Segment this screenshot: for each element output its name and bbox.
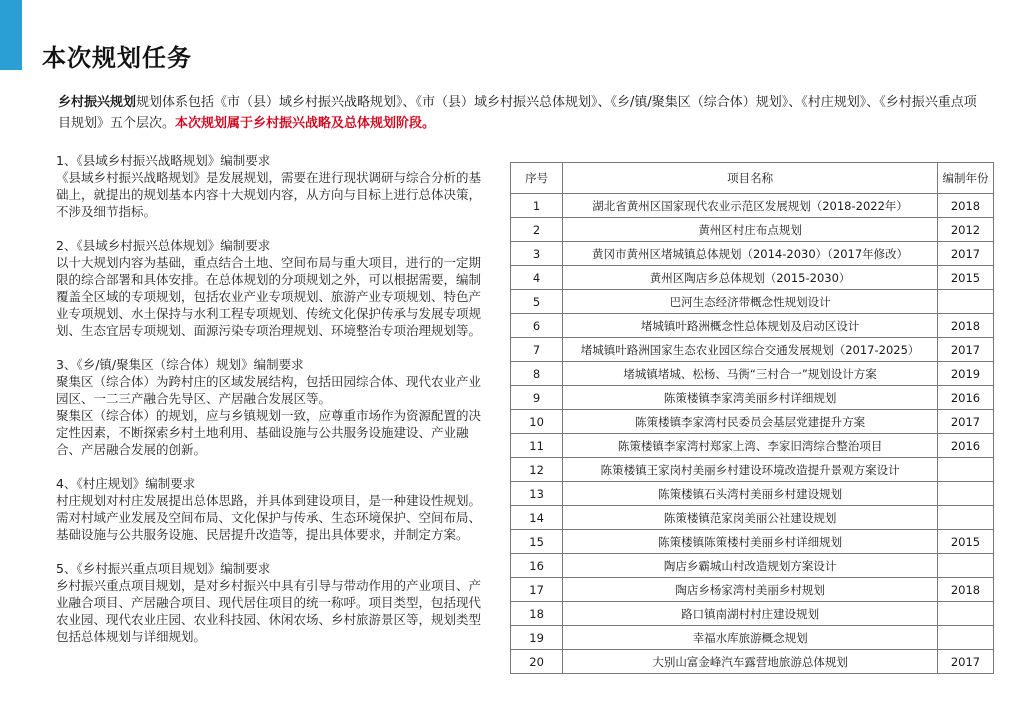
row-year: 2017 xyxy=(937,338,993,362)
row-number: 5 xyxy=(511,290,563,314)
section-paragraph: 聚集区（综合体）为跨村庄的区域发展结构，包括田园综合体、现代农业产业园区、一二三产融合先导区、产居融合发展区等。 xyxy=(56,374,482,406)
row-project-name: 路口镇南湖村村庄建设规划 xyxy=(563,602,938,626)
row-project-name: 巴河生态经济带概念性规划设计 xyxy=(563,290,938,314)
row-number: 4 xyxy=(511,266,563,290)
table-row xyxy=(511,266,994,290)
row-number: 18 xyxy=(511,602,563,626)
page-title: 本次规划任务 xyxy=(42,44,192,72)
row-year: 2016 xyxy=(937,386,993,410)
table-row xyxy=(511,506,994,530)
row-project-name: 陈策楼镇石头湾村美丽乡村建设规划 xyxy=(563,482,938,506)
row-year: 2018 xyxy=(937,578,993,602)
row-year xyxy=(937,554,993,578)
requirement-section xyxy=(56,560,484,645)
table-row xyxy=(511,290,994,314)
row-number: 2 xyxy=(511,218,563,242)
section-paragraph: 村庄规划对村庄发展提出总体思路，并具体到建设项目，是一种建设性规划。需对村域产业发展及空间布局、文化保护与传承、生态环境保护、空间布局、基础设施与公共服务设施、民居提升改造等，提出具体要求，并制定方案。 xyxy=(56,493,482,542)
intro-body: 规划体系包括《市（县）域乡村振兴战略规划》、《市（县）域乡村振兴总体规划》、《乡/镇/聚集区（综合体）规划》、《村庄规划》、《乡村振兴重点项目规划》五个层次。 xyxy=(58,95,977,131)
row-year: 2017 xyxy=(937,410,993,434)
row-year: 2017 xyxy=(937,242,993,266)
table-row xyxy=(511,530,994,554)
table-row xyxy=(511,578,994,602)
row-number: 1 xyxy=(511,194,563,218)
requirement-section xyxy=(56,152,484,220)
table-row xyxy=(511,362,994,386)
table-row xyxy=(511,554,994,578)
row-year xyxy=(937,458,993,482)
row-number: 17 xyxy=(511,578,563,602)
requirement-section xyxy=(56,356,484,458)
requirement-section xyxy=(56,237,484,339)
intro-paragraph xyxy=(58,92,988,134)
row-year: 2015 xyxy=(937,530,993,554)
title-accent-bar xyxy=(0,0,22,70)
row-number: 10 xyxy=(511,410,563,434)
section-paragraph: 以十大规划内容为基础，重点结合土地、空间布局与重大项目，进行的一定期限的综合部署和具体安排。在总体规划的分项规划之外，可以根据需要，编制覆盖全区域的专项规划，包括农业产业专项规划、旅游产业专项规划、特色产业专项规划、水土保持与水利工程专项规划、传统文化保护传承与发展专项规划、生态宜居专项规划、面源污染专项治理规划、环境整治专项治理规划等。 xyxy=(56,255,482,338)
row-year xyxy=(937,626,993,650)
section-heading: 4、《村庄规划》编制要求 xyxy=(56,476,196,491)
table-row xyxy=(511,650,994,674)
row-number: 13 xyxy=(511,482,563,506)
row-project-name: 陈策楼镇李家湾村民委员会基层党建提升方案 xyxy=(563,410,938,434)
row-year xyxy=(937,506,993,530)
requirement-section xyxy=(56,475,484,543)
row-number: 20 xyxy=(511,650,563,674)
row-project-name: 大别山富金峰汽车露营地旅游总体规划 xyxy=(563,650,938,674)
row-number: 19 xyxy=(511,626,563,650)
row-year: 2012 xyxy=(937,218,993,242)
row-project-name: 陈策楼镇陈策楼村美丽乡村详细规划 xyxy=(563,530,938,554)
row-number: 11 xyxy=(511,434,563,458)
row-number: 8 xyxy=(511,362,563,386)
row-project-name: 堵城镇叶路洲概念性总体规划及启动区设计 xyxy=(563,314,938,338)
intro-lead: 乡村振兴规划 xyxy=(58,95,137,110)
row-project-name: 陈策楼镇李家湾村郑家上湾、李家旧湾综合整治项目 xyxy=(563,434,938,458)
row-year xyxy=(937,482,993,506)
row-number: 6 xyxy=(511,314,563,338)
row-year: 2015 xyxy=(937,266,993,290)
row-number: 16 xyxy=(511,554,563,578)
table-row xyxy=(511,410,994,434)
table-row xyxy=(511,482,994,506)
table-row xyxy=(511,602,994,626)
row-project-name: 堵城镇叶路洲国家生态农业园区综合交通发展规划（2017-2025） xyxy=(563,338,938,362)
section-heading: 2、《县域乡村振兴总体规划》编制要求 xyxy=(56,238,271,253)
section-paragraph: 聚集区（综合体）的规划，应与乡镇规划一致，应尊重市场作为资源配置的决定性因素，不断探索乡村土地利用、基础设施与公共服务设施建设、产业融合、产居融合发展的创新。 xyxy=(56,408,482,457)
row-number: 14 xyxy=(511,506,563,530)
section-heading: 1、《县域乡村振兴战略规划》编制要求 xyxy=(56,153,271,168)
row-project-name: 幸福水库旅游概念规划 xyxy=(563,626,938,650)
row-project-name: 黄州区村庄布点规划 xyxy=(563,218,938,242)
table-row xyxy=(511,386,994,410)
header-project-name: 项目名称 xyxy=(563,163,938,194)
table-row xyxy=(511,218,994,242)
table-row xyxy=(511,338,994,362)
table-row xyxy=(511,314,994,338)
section-heading: 5、《乡村振兴重点项目规划》编制要求 xyxy=(56,561,271,576)
row-project-name: 湖北省黄州区国家现代农业示范区发展规划（2018-2022年） xyxy=(563,194,938,218)
section-heading: 3、《乡/镇/聚集区（综合体）规划》编制要求 xyxy=(56,357,304,372)
row-year: 2018 xyxy=(937,314,993,338)
row-number: 12 xyxy=(511,458,563,482)
section-paragraph: 乡村振兴重点项目规划，是对乡村振兴中具有引导与带动作用的产业项目、产业融合项目、产居融合项目、现代居住项目的统一称呼。项目类型，包括现代农业园、现代农业庄园、农业科技园、休闲农场、乡村旅游景区等，规划类型包括总体规划与详细规划。 xyxy=(56,578,482,644)
row-number: 7 xyxy=(511,338,563,362)
table-row xyxy=(511,434,994,458)
row-year: 2019 xyxy=(937,362,993,386)
row-project-name: 黄冈市黄州区堵城镇总体规划（2014-2030）（2017年修改） xyxy=(563,242,938,266)
requirements-column xyxy=(56,152,484,662)
row-year: 2018 xyxy=(937,194,993,218)
header-number: 序号 xyxy=(511,163,563,194)
row-project-name: 陶店乡杨家湾村美丽乡村规划 xyxy=(563,578,938,602)
row-project-name: 黄州区陶店乡总体规划（2015-2030） xyxy=(563,266,938,290)
row-number: 15 xyxy=(511,530,563,554)
row-year xyxy=(937,290,993,314)
table-row xyxy=(511,626,994,650)
row-year: 2016 xyxy=(937,434,993,458)
table-row xyxy=(511,194,994,218)
row-number: 9 xyxy=(511,386,563,410)
row-project-name: 陈策楼镇范家岗美丽公社建设规划 xyxy=(563,506,938,530)
row-project-name: 堵城镇堵城、松杨、马衖“三村合一”规划设计方案 xyxy=(563,362,938,386)
row-project-name: 陈策楼镇李家湾美丽乡村详细规划 xyxy=(563,386,938,410)
row-year: 2017 xyxy=(937,650,993,674)
intro-highlight: 本次规划属于乡村振兴战略及总体规划阶段。 xyxy=(175,116,436,131)
section-paragraph: 《县域乡村振兴战略规划》是发展规划，需要在进行现状调研与综合分析的基础上，就提出的规划基本内容十大规划内容，从方向与目标上进行总体决策，不涉及细节指标。 xyxy=(56,170,482,219)
row-number: 3 xyxy=(511,242,563,266)
row-project-name: 陶店乡霸城山村改造规划方案设计 xyxy=(563,554,938,578)
table-header-row xyxy=(511,163,994,194)
table-row xyxy=(511,242,994,266)
header-year: 编制年份 xyxy=(937,163,993,194)
row-year xyxy=(937,602,993,626)
row-project-name: 陈策楼镇王家岗村美丽乡村建设环境改造提升景观方案设计 xyxy=(563,458,938,482)
table-row xyxy=(511,458,994,482)
project-table xyxy=(510,162,994,674)
